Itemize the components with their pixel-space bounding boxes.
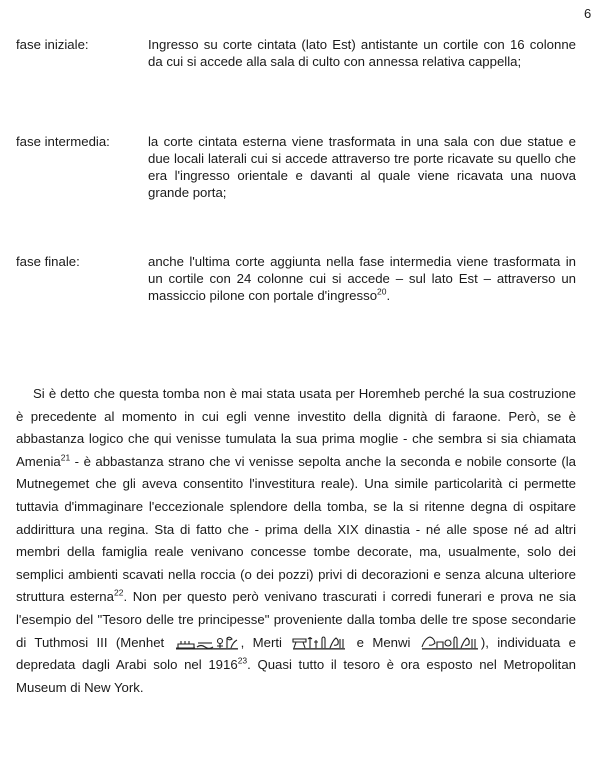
phase-intermediate xyxy=(16,133,576,201)
text-run: ), individuata e depredata dagli Arabi solo nel 1916 xyxy=(16,634,576,673)
page-number: 6 xyxy=(584,6,592,21)
hieroglyph-menhet-icon xyxy=(175,634,239,650)
text-run: Si è detto che questa tomba non è mai stata usata per Horemheb perché la sua costruzione è precedente al momento in cui egli venne investito della dignità di faraone. Però, se è abbastanza logico che qui venisse tumulata la sua prima moglie - che sembra si sia chiamata Amenia xyxy=(16,386,576,469)
text-run: - è abbastanza strano che vi venisse sepolta anche la seconda e nobile consorte (la Mutnegemet che gli aveva consentito l'investitura reale). Una simile particolarità ci permette tuttavia d'immaginare l'eccezionale splendore della tomba, se la si ritenne degna di ospitare addirittura una regina. Sta di fatto che - prima della XIX dinastia - né alle spose né ad altri membri della famiglia reale venivano concesse tombe decorate, ma, usualmente, solo dei semplici ambienti scavati nella roccia (o dei pozzi) privi di decorazioni e senza alcuna ulteriore struttura esterna xyxy=(16,453,576,605)
phase-final xyxy=(16,253,576,304)
text-run: anche l'ultima corte aggiunta nella fase intermedia viene trasformata in un cortile con 24 colonne cui si accede – sul lato Est – attraverso un massiccio pilone con portale d'ingresso xyxy=(148,254,576,303)
hieroglyph-merti-icon xyxy=(292,634,346,650)
text-run: e Menwi xyxy=(348,634,419,650)
phase-description xyxy=(148,253,576,304)
footnote-ref-23: 23 xyxy=(237,655,248,666)
phase-initial xyxy=(16,36,576,70)
phase-description: la corte cintata esterna viene trasformata in una sala con due statue e due locali laterali cui si accede attraverso tre porte ricavate su quello che era l'ingresso orientale e davanti al quale viene ricavata una nuova grande porta; xyxy=(148,134,576,200)
text-run: , Merti xyxy=(240,634,291,650)
text-run: . xyxy=(386,288,391,303)
hieroglyph-menwi-icon xyxy=(421,634,479,650)
phase-label: fase intermedia: xyxy=(16,134,110,149)
footnote-ref-22: 22 xyxy=(113,587,124,598)
text-run: . Quasi tutto il tesoro è ora esposto nel Metropolitan Museum di New York. xyxy=(16,657,577,695)
phase-label: fase finale: xyxy=(16,254,80,269)
main-paragraph xyxy=(16,383,576,699)
footnote-ref-20: 20 xyxy=(377,286,387,297)
text-run: . Non per questo però venivano trascurati i corredi funerari e prova ne sia l'esempio del "Tesoro delle tre principesse" proveniente dalla tomba delle tre spose secondarie di Tuthmosi III (Menhet xyxy=(16,589,576,650)
footnote-ref-21: 21 xyxy=(60,452,71,463)
phase-label: fase iniziale: xyxy=(16,37,89,52)
phase-description: Ingresso su corte cintata (lato Est) antistante un cortile con 16 colonne da cui si accede alla sala di culto con annessa relativa cappella; xyxy=(148,37,576,69)
